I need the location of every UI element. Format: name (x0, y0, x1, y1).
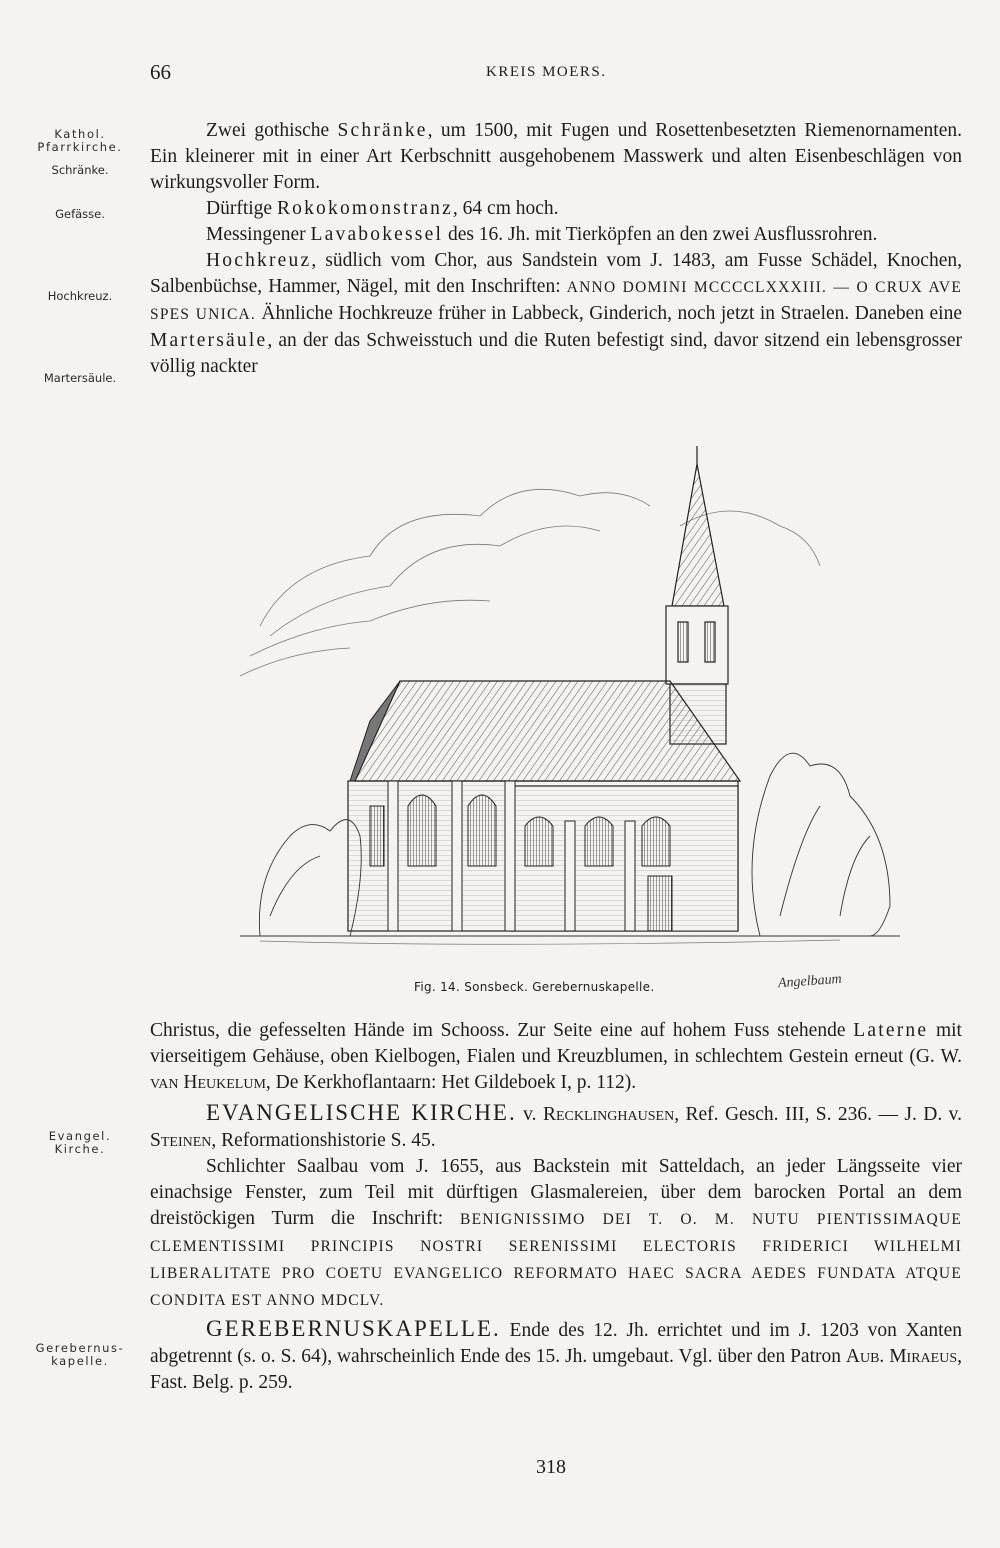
paragraph-evangelische-kirche-ref (150, 1100, 962, 1154)
text: Christus, die gefesselten Hände im Schooss. Zur Seite eine auf hohem Fuss stehende (150, 1020, 854, 1041)
term-monstranz: Rokokomonstranz (276, 198, 453, 219)
margin-note-schraenke: Schränke. (51, 163, 109, 177)
margin-note-evangel (18, 1130, 142, 1156)
text: Ähnliche Hochkreuze früher in Labbeck, Ginderich, noch jetzt in Straelen. Daneben eine (255, 303, 962, 324)
margin-note-kathol (18, 128, 142, 154)
paragraph-monstranz (150, 196, 962, 222)
lower-text-block (150, 1018, 962, 1396)
text: Dürftige (206, 198, 277, 219)
term-martersaeule: Martersäule (150, 330, 268, 351)
author-name: Steinen (150, 1130, 212, 1151)
paragraph-saalbau (150, 1154, 962, 1314)
text: , Fast. Belg. p. 259. (150, 1346, 962, 1393)
paragraph-laterne (150, 1018, 962, 1096)
text: mit vierseitigem Gehäuse, oben Kielbogen, Fialen und Kreuzblumen, in schlechtem Gestein erneut (G. W. (150, 1020, 962, 1067)
artist-signature: Angelbaum (777, 971, 843, 992)
top-text-block (150, 118, 962, 380)
margin-note-line: Kirche. (54, 1142, 106, 1156)
text: , Ref. Gesch. III, S. 236. — J. D. v. (674, 1104, 962, 1125)
figure-caption: Fig. 14. Sonsbeck. Gerebernuskapelle. (414, 980, 655, 994)
section-heading-gerebernuskapelle: GEREBERNUSKAPELLE. (206, 1316, 501, 1341)
margin-note-line: kapelle. (51, 1354, 109, 1368)
inscription-hochkreuz: ANNO DOMINI MCCCCLXXXIII. — O CRUX AVE SPES UNICA. (150, 279, 962, 323)
cloud-sketch (240, 489, 820, 676)
text: Ende des 12. Jh. errichtet und im J. 1203 von Xanten abgetrennt (s. o. S. 64), wahrscheinlich Ende des 15. Jh. umgebaut. Vgl. über den Patron (150, 1320, 962, 1367)
portal (648, 876, 672, 931)
church-illustration (200, 436, 920, 981)
inscription-portal: BENIGNISSIMO DEI T. O. M. NUTU PIENTISSIMAQUE CLEMENTISSIMI PRINCIPIS NOSTRI SERENISSIMI ELECTORIS FRIDERICI WILHELMI LIBERALITATE PRO COETU EVANGELICO REFORMATO HAEC SACRA AEDES FUNDATA ATQUE CONDITA EST ANNO MDCLV. (150, 1211, 963, 1309)
margin-note-line: Pfarrkirche. (37, 140, 123, 154)
page-number: 66 (150, 60, 171, 84)
term-lavabokessel: Lavabokessel (310, 224, 444, 245)
running-header: KREIS MOERS. (486, 64, 607, 80)
paragraph-lavabokessel (150, 222, 962, 248)
margin-note-line: Kathol. (54, 127, 106, 141)
section-heading-evangelische-kirche: EVANGELISCHE KIRCHE. (206, 1100, 517, 1125)
margin-note-gefaesse: Gefässe. (55, 207, 105, 221)
text: Messingener (206, 224, 311, 245)
margin-note-line: Evangel. (48, 1129, 112, 1143)
author-name: Aub. Miraeus (845, 1346, 958, 1367)
paragraph-hochkreuz (150, 248, 962, 380)
text: Zwei gothische (206, 120, 338, 141)
text: , 64 cm hoch. (452, 198, 559, 219)
text: , De Kerkhoflantaarn: Het Gildeboek I, p. 112). (265, 1072, 637, 1093)
margin-note-gerebernus (18, 1342, 142, 1368)
text: des 16. Jh. mit Tierköpfen an den zwei Ausflussrohren. (443, 224, 878, 245)
term-schraenke: Schränke (337, 120, 428, 141)
text: , um 1500, mit Fugen und Rosettenbesetzten Riemenornamenten. Ein kleinerer mit in einer Art Kerbschnitt ausgehobenem Masswerk und alten Eisenbeschlägen von wirkungsvoller Form. (150, 120, 962, 193)
paragraph-schraenke (150, 118, 962, 196)
footer-page-number: 318 (536, 1456, 566, 1478)
margin-note-martersaeule: Martersäule. (43, 371, 117, 385)
text: v. (516, 1104, 543, 1125)
text: , südlich vom Chor, aus Sandstein vom J. 1483, am Fusse Schädel, Knochen, Salbenbüchse, Hammer, Nägel, mit den Inschriften: (150, 250, 962, 297)
term-laterne: Laterne (853, 1020, 929, 1041)
text: Schlichter Saalbau vom J. 1655, aus Backstein mit Satteldach, an jeder Längsseite vier einachsige Fenster, zum Teil mit dürftigen Glasmalereien, über dem barocken Portal an dem dreistöckigen Turm die Inschrift: (150, 1156, 962, 1229)
text: , an der das Schweisstuch und die Ruten befestigt sind, davor sitzend ein lebensgrosser völlig nackter (150, 330, 962, 377)
paragraph-gerebernuskapelle (150, 1316, 962, 1396)
author-name: Recklinghausen (542, 1104, 675, 1125)
term-hochkreuz: Hochkreuz (206, 250, 312, 271)
margin-note-line: Gerebernus- (35, 1341, 125, 1355)
author-name: van Heukelum (150, 1072, 266, 1093)
margin-note-hochkreuz: Hochkreuz. (47, 289, 113, 303)
text: , Reformationshistorie S. 45. (211, 1130, 436, 1151)
